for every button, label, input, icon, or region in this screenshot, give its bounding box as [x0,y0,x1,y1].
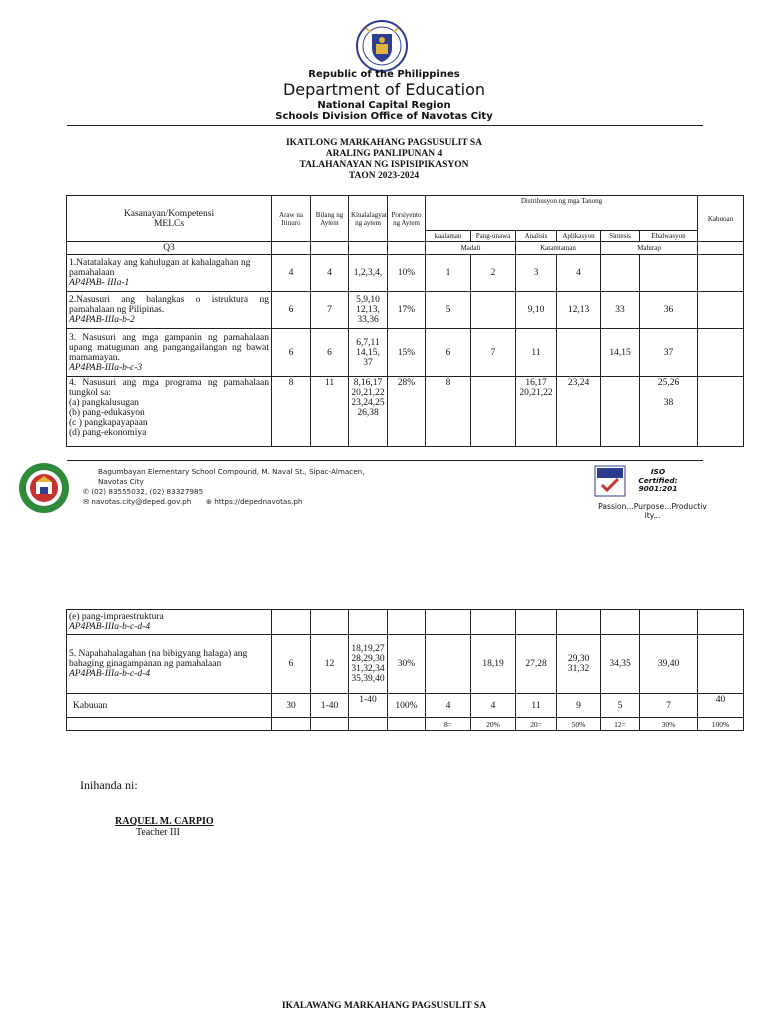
totals-label: Kabuuan [67,694,272,718]
level-katamtaman: Katamtaman [516,242,601,255]
next-section-title: IKALAWANG MARKAHANG PAGSUSULIT SA [281,1001,487,1011]
footer-contact [83,467,365,507]
competency-cell: 3. Nasusuri ang mga gampanin ng pamahalaan upang matugunan ang pangangailangan ng bawat mamamayan. AP4PAB-IIIa-b-c-3 [67,329,272,377]
table-row: 1.Natatalakay ang kahulugan at kahalagahan ng pamahalaan AP4PAB- IIIa-1 4 4 1,2,3,4, 10% 1 2 3 4 [67,255,744,292]
department-label: Department of Education [282,80,486,99]
table-row: 5. Napahahalagahan (na bibigyang halaga) ang bahaging ginagampanan ng pamahalaan AP4PAB-IIIa-b-c-d-4 6 12 18,19,27 28,29,30 31,32,34 35,39,40 30% 18,19 27,28 29,30 31,32 34,35 39,40 [67,635,744,694]
document-title [0,138,768,182]
signer-name: RAQUEL M. CARPIO [115,816,214,827]
competency-cell: 5. Napahahalagahan (na bibigyang halaga) ang bahaging ginagampanan ng pamahalaan AP4PAB-IIIa-b-c-d-4 [67,635,272,694]
address-line-2: Navotas City [98,477,144,486]
iso-certification-text: ISO Certified: 9001:201 [638,467,678,493]
level-madali: Madali [426,242,516,255]
title-line-1: IKATLONG MARKAHANG PAGSUSULIT SA [285,138,483,148]
header-kaalaman: kaalaman [426,231,471,242]
email-link[interactable]: navotas.city@deped.gov.ph [91,497,192,506]
title-line-3: TALAHANAYAN NG ISPISIPIKASYON [299,160,469,170]
header-total: Kabuoan [698,196,744,242]
title-line-2: ARALING PANLIPUNAN 4 [325,149,443,159]
header-percent: Porsiyento ng Aytem [388,196,426,242]
table-row [67,610,744,635]
deped-seal-icon [356,20,408,72]
table-row: 2.Nasusuri ang balangkas o istruktura ng pamahalaan ng Pilipinas. AP4PAB-IIIa-b-2 6 7 5,9,10 12,13, 33,36 17% 5 9,10 12,13 33 36 [67,292,744,329]
quarter-label: Q3 [67,242,272,255]
competency-cell: 4. Nasusuri ang mga programa ng pamahalaan tungkol sa: (a) pangkalusugan (b) pang-edukasyon (c ) pangkapayapaan (d) pang-ekonomiya [67,377,272,447]
header-pang-unawa: Pang-unawa [471,231,516,242]
header-sintesis: Sintesis [601,231,640,242]
globe-icon: ⊕ [205,497,212,506]
totals-row: Kabuuan 30 1-40 1-40 100% 4 4 11 9 5 7 40 [67,694,744,718]
header-distribution: Distribusyon ng mga Tanong [426,196,698,231]
header-days: Araw na Itinuro [272,196,311,242]
address-line-1: Bagumbayan Elementary School Compound, M. Naval St., Sipac-Almacen, [98,467,365,476]
footer-divider [67,460,703,461]
header-divider [67,125,703,126]
iso-certified-badge-icon [594,465,626,497]
header-ebalwasyon: Ebalwasyon [640,231,698,242]
motto-text: Passion...Purpose...Productiv ity... [598,502,707,520]
prepared-by-label: Inihanda ni: [80,778,138,792]
republic-label: Republic of the Philippines [308,69,460,80]
website-link[interactable]: https://depednavotas.ph [214,497,303,506]
table-row: 3. Nasusuri ang mga gampanin ng pamahalaan upang matugunan ang pangangailangan ng bawat mamamayan. AP4PAB-IIIa-b-c-3 6 6 6,7,11 14,15, 37 15% 6 7 11 14,15 37 [67,329,744,377]
competency-cell: (e) pang-impraestruktura AP4PAB-IIIa-b-c-d-4 [67,610,272,635]
region-label: National Capital Region [317,100,451,111]
table-row: 4. Nasusuri ang mga programa ng pamahalaan tungkol sa: (a) pangkalusugan (b) pang-edukasyon (c ) pangkapayapaan (d) pang-ekonomiya 8 11 8,16,17 20,21,22 23,24,25 26,38 28% 8 16,17 20,21,22 23,24 25,26 38 [67,377,744,447]
phone-icon: ✆ [83,487,90,496]
signer-position: Teacher III [136,827,180,838]
header-competency: Kasanayan/Kompetensi MELCs [67,196,272,242]
title-line-4: TAON 2023-2024 [348,171,420,181]
competency-cell: 1.Natatalakay ang kahulugan at kahalagahan ng pamahalaan AP4PAB- IIIa-1 [67,255,272,292]
header-analisis: Analisis [516,231,557,242]
sdo-navotas-logo-icon [18,462,70,514]
percentages-row: 8= 20% 20= 50% 12= 30% 100% [67,718,744,731]
specification-table [66,195,744,447]
level-mahirap: Mahirap [601,242,698,255]
email-icon: ✉ [83,497,90,506]
header-items: Bilang ng Aytem [311,196,349,242]
competency-cell: 2.Nasusuri ang balangkas o istruktura ng pamahalaan ng Pilipinas. AP4PAB-IIIa-b-2 [67,292,272,329]
phone-numbers: (02) 83555032, (02) 83327985 [91,487,204,496]
header-placement: Kinalalagyan ng aytem [349,196,388,242]
specification-table-continued [66,609,744,731]
division-label: Schools Division Office of Navotas City [275,111,493,122]
header-aplikasyon: Aplikasyon [557,231,601,242]
